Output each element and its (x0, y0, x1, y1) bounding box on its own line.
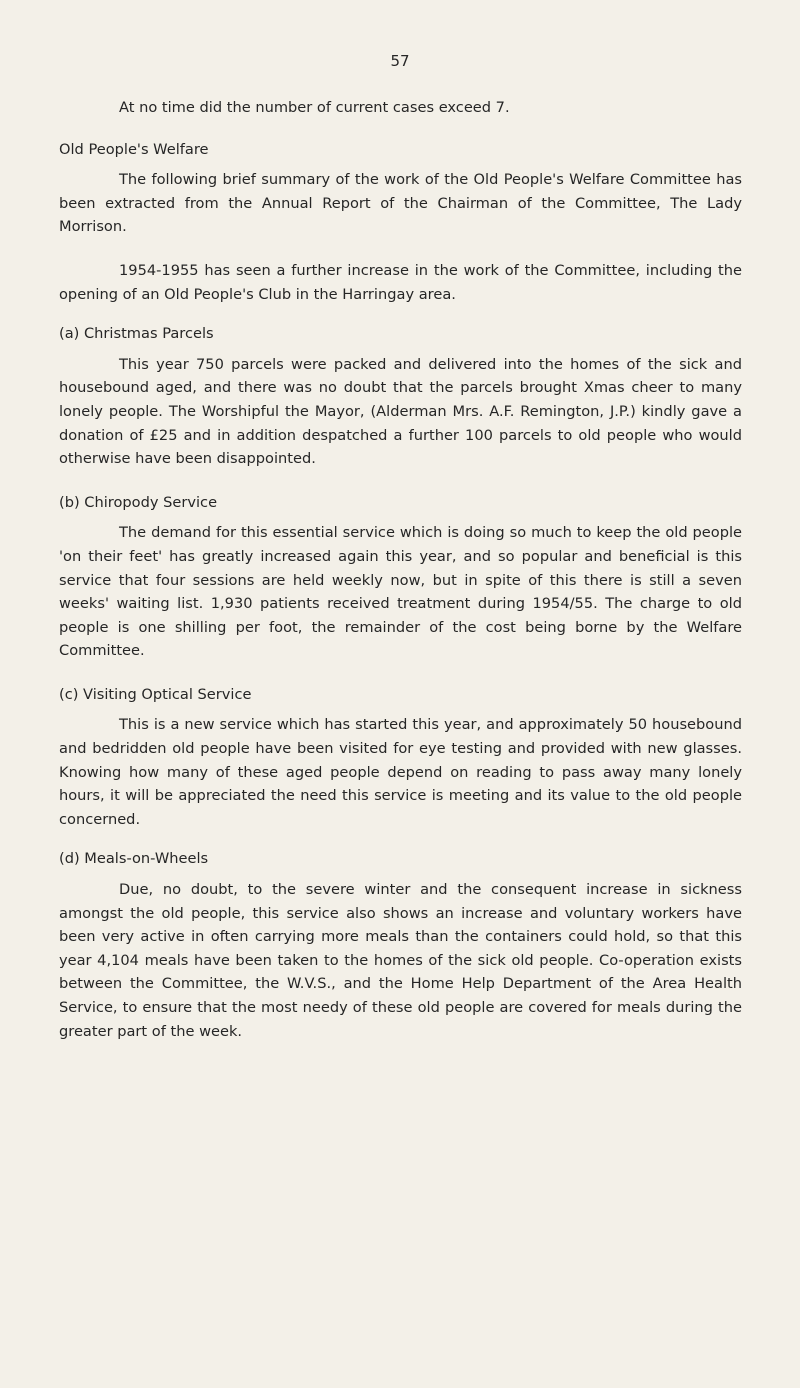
subsection-heading-christmas-parcels: (a) Christmas Parcels (59, 325, 214, 343)
subsection-body-christmas-parcels: This year 750 parcels were packed and delivered into the homes of the sick and housebound aged, and there was no doubt that the parcels brought Xmas cheer to many lonely people. The Worshipful the Mayor, (Alderman Mrs. A.F. Remington, J.P.) kindly gave a donation of £25 and in addition despatched a further 100 parcels to old people who would otherwise have been disappointed. (59, 355, 742, 468)
subsection-body-meals-on-wheels: Due, no doubt, to the severe winter and the consequent increase in sickness amongst the old people, this service also shows an increase and voluntary workers have been very active in often carrying more meals than the containers could hold, so that this year 4,104 meals have been taken to the homes of the sick old people. Co-operation exists between the Committee, the W.V.S., and the Home Help Department of the Area Health Service, to ensure that the most needy of these old people are covered for meals during the greater part of the week. (59, 881, 742, 1040)
page-number: 57 (390, 52, 410, 70)
opening-paragraph: At no time did the number of current cases exceed 7. (119, 99, 510, 116)
subsection-body-visiting-optical-service: This is a new service which has started this year, and approximately 50 housebound and bedridden old people have been visited for eye testing and provided with new glasses. Knowing how many of these aged people depend on reading to pass away many lonely hours, it will be appreciated the need this service is meeting and its value to the old people concerned. (59, 716, 742, 828)
subsection-heading-visiting-optical-service: (c) Visiting Optical Service (59, 685, 252, 703)
subsection-heading-chiropody-service: (b) Chiropody Service (59, 493, 218, 511)
intro-paragraph: The following brief summary of the work of the Old People's Welfare Committee has been extracted from the Annual Report of the Chairman of the Committee, The Lady Morrison. (59, 171, 742, 236)
page-content (59, 96, 742, 1043)
subsection-heading-meals-on-wheels: (d) Meals-on-Wheels (59, 850, 209, 868)
section-title: Old People's Welfare (59, 140, 209, 158)
summary-paragraph: 1954-1955 has seen a further increase in the work of the Committee, including the opening of an Old People's Club in the Harringay area. (59, 261, 742, 303)
subsection-body-chiropody-service: The demand for this essential service which is doing so much to keep the old people 'on their feet' has greatly increased again this year, and so popular and beneficial is this service that four sessions are held weekly now, but in spite of this there is still a seven weeks' waiting list. 1,930 patients received treatment during 1954/55. The charge to old people is one shilling per foot, the remainder of the cost being borne by the Welfare Committee. (59, 524, 742, 660)
